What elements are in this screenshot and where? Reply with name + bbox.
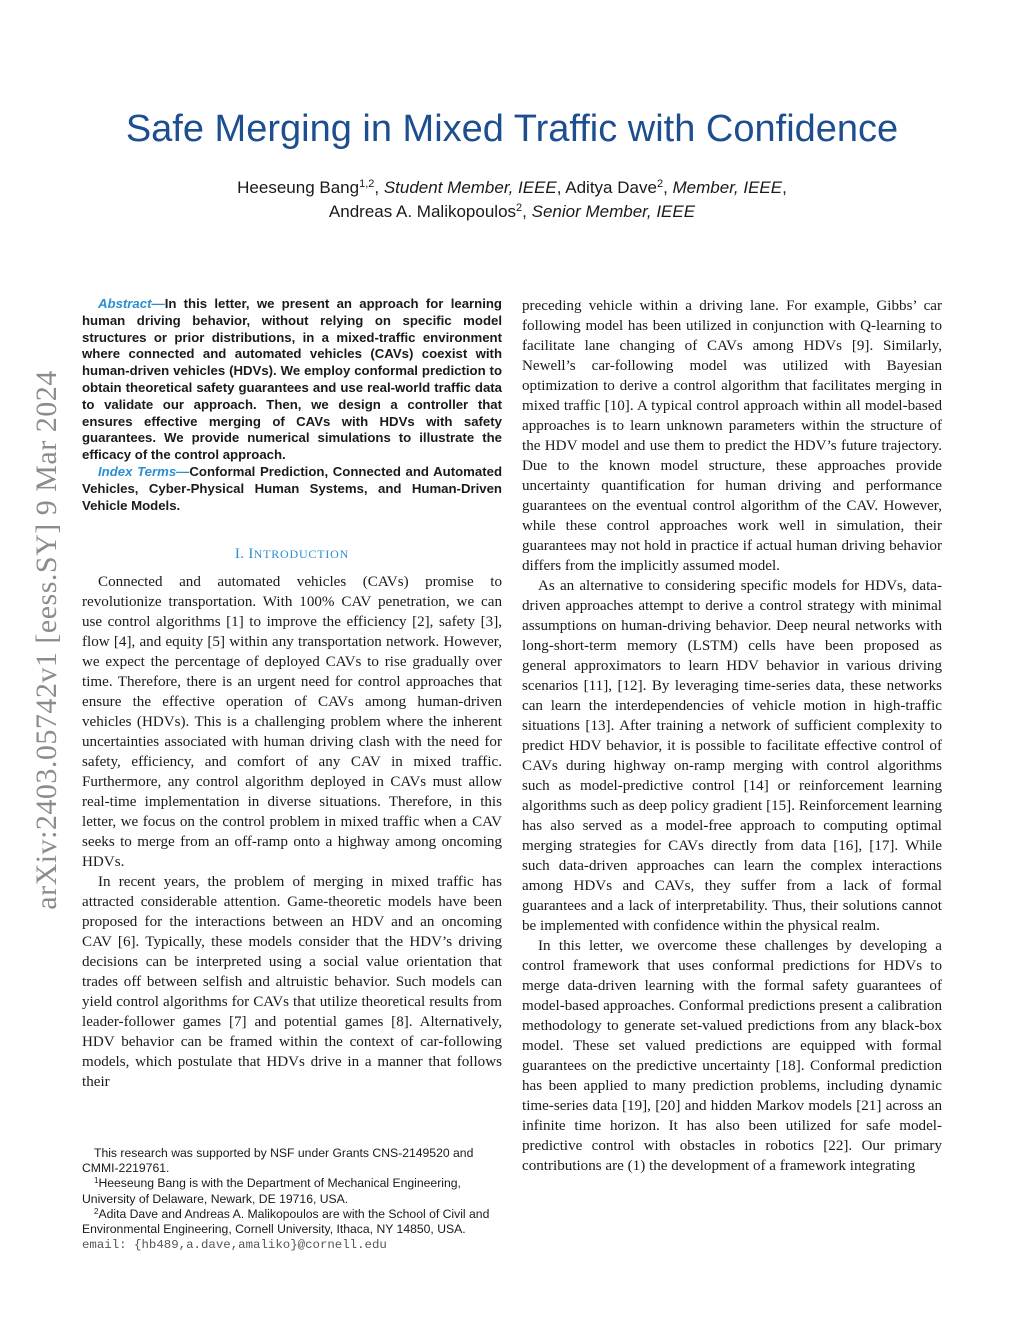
author-role: Student Member, IEEE (383, 178, 557, 197)
author-role: Senior Member, IEEE (531, 202, 696, 221)
author-affiliation: 1,2 (359, 178, 375, 190)
section-heading-introduction: I. INTRODUCTION (234, 546, 350, 563)
footnotes (82, 1146, 502, 1253)
index-terms-text: Conformal Prediction, Connected and Automated Vehicles, Cyber-Physical Human Systems, and Human-Driven Vehicle Models. (82, 463, 503, 513)
author-name: Aditya Dave (565, 178, 657, 197)
body-paragraph: In recent years, the problem of merging in mixed traffic has attracted considerable attention. Game-theoretic models have been proposed for the interactions between an HDV and an oncoming CAV [6]. Typically, these models consider that the HDV’s driving decisions can be interpreted using a social value orientation that trades off between selfish and altruistic behavior. Such models can yield control algorithms for CAVs that utilize theoretical results from leader-follower games [7] and potential games [8]. Alternatively, HDV behavior can be framed within the context of car-following models, which postulate that HDVs drive in a manner that follows their (82, 874, 502, 1091)
abstract-text: In this letter, we present an approach for learning human driving behavior, without relying on specific model structures or prior distributions, in a mixed-traffic environment where connected and automated vehicles (CAVs) coexist with human-driven vehicles (HDVs). We employ conformal prediction to obtain theoretical safety guarantees and use real-world traffic data to validate our approach. Then, we design a controller that ensures effective merging of CAVs with HDVs with safety guarantees. We provide numerical simulations to illustrate the efficacy of the control approach. (82, 296, 502, 463)
right-column (522, 296, 942, 1176)
body-paragraph: In this letter, we overcome these challenges by developing a control framework that uses conformal predictions for HDVs to merge data-driven learning with the formal safety guarantees of model-based approaches. Conformal predictions present a calibration methodology to generate set-valued predictions from any black-box model. These set valued predictions are equipped with formal guarantees on the predictive uncertainty [18]. Conformal prediction has been applied to many prediction problems, including dynamic time-series data [19], [20] and hidden Markov models [21] across an infinite time horizon. It has also been utilized for safe model-predictive control with obstacles in robotics [22]. Our primary contributions are (1) the development of a framework integrating (522, 938, 942, 1174)
author-line-1: Heeseung Bang$^{1,2}$, Student Member, IEEE, Aditya Dave$^2$, Member, IEEE, (237, 178, 787, 197)
author-name: Andreas A. Malikopoulos (328, 202, 517, 221)
abstract (82, 296, 502, 464)
author-list (0, 176, 1024, 224)
author-affiliation: 2 (656, 178, 664, 190)
email-addresses: email: {hb489,a.dave,amaliko}@cornell.edu (82, 1238, 387, 1253)
abstract-label: Abstract— (98, 296, 165, 311)
footnote-support: This research was supported by NSF under Grants CNS-2149520 and CMMI-2219761. (82, 1146, 474, 1176)
paper-title: Safe Merging in Mixed Traffic with Confidence (125, 108, 899, 150)
author-name: Heeseung Bang (237, 178, 360, 197)
author-affiliation: 2 (516, 202, 523, 214)
author-role: Member, IEEE (672, 178, 783, 197)
body-paragraph: As an alternative to considering specific models for HDVs, data-driven approaches attempt to derive a control strategy with minimal assumptions on human-driving behavior. Deep neural networks with long-short-term memory (LSTM) cells have been proposed as general approximators to learn HDV behavior in various driving scenarios [11], [12]. By leveraging time-series data, these networks can learn the interdependencies of vehicle motion in high-traffic situations [13]. After training a network of sufficient complexity to predict HDV behavior, it is possible to facilitate effective control of CAVs during highway on-ramp merging with control algorithms such as model-predictive control [14] or reinforcement learning algorithms such as deep policy gradient [15]. Reinforcement learning has also served as a model-free approach to computing optimal merging strategies for CAVs directly from data [16], [17]. While such data-driven approaches can learn the complex interactions among HDVs and CAVs, they suffer from a lack of formal guarantees and a lack of interpretability. Thus, their solutions cannot be implemented with confidence within the physical realm. (522, 578, 942, 934)
left-column (82, 296, 502, 1092)
footnote-2: $^2$Adita Dave and Andreas A. Malikopoulos are with the School of Civil and Environmental Engineering, Cornell University, Ithaca, NY 14850, USA. email: {hb489,a.dave,amaliko}@cornell.edu (82, 1206, 490, 1253)
footnote-1: $^1$Heeseung Bang is with the Department of Mechanical Engineering, University of Delaware, Newark, DE 19716, USA. (82, 1176, 461, 1206)
body-paragraph: Connected and automated vehicles (CAVs) promise to revolutionize transportation. With 100% CAV penetration, we can use control algorithms [1] to improve the efficiency [2], safety [3], flow [4], and equity [5] within any transportation network. However, we expect the percentage of deployed CAVs to rise gradually over time. Therefore, there is an urgent need for control approaches that ensure the effective operation of CAVs among human-driven vehicles (HDVs). This is a challenging problem where the inherent uncertainties associated with human driving clash with the need for safety, efficiency, and comfort of any CAV in mixed traffic. Furthermore, any control algorithm deployed in CAVs must allow real-time implementation in diverse situations. Therefore, in this letter, we focus on the control problem in mixed traffic when a CAV seeks to merge from an off-ramp onto a highway among oncoming HDVs. (82, 574, 502, 871)
author-line-2: Andreas A. Malikopoulos$^2$, Senior Member, IEEE (328, 202, 696, 221)
body-paragraph: preceding vehicle within a driving lane. For example, Gibbs’ car following model has been utilized in conjunction with Q-learning to facilitate lane changing of CAVs among HDVs [9]. Similarly, Newell’s car-following model was utilized with Bayesian optimization to derive a control algorithm that facilitates merging in mixed traffic [10]. A typical control approach within all model-based approaches is to learn unknown parameters within the structure of the HDV model and use them to predict the HDV’s future trajectory. Due to the known model structure, these approaches provide uncertainty quantification for human driving and performance guarantees on the eventual control algorithm of the CAV. However, while these control approaches work well in simulation, their guarantees may not hold in practice if actual human driving behavior differs from the implicitly assumed model. (522, 298, 942, 574)
index-terms-label: Index Terms— (98, 463, 190, 479)
index-terms (82, 464, 502, 514)
arxiv-identifier: arXiv:2403.05742v1 [eess.SY] 9 Mar 2024 (30, 370, 63, 910)
